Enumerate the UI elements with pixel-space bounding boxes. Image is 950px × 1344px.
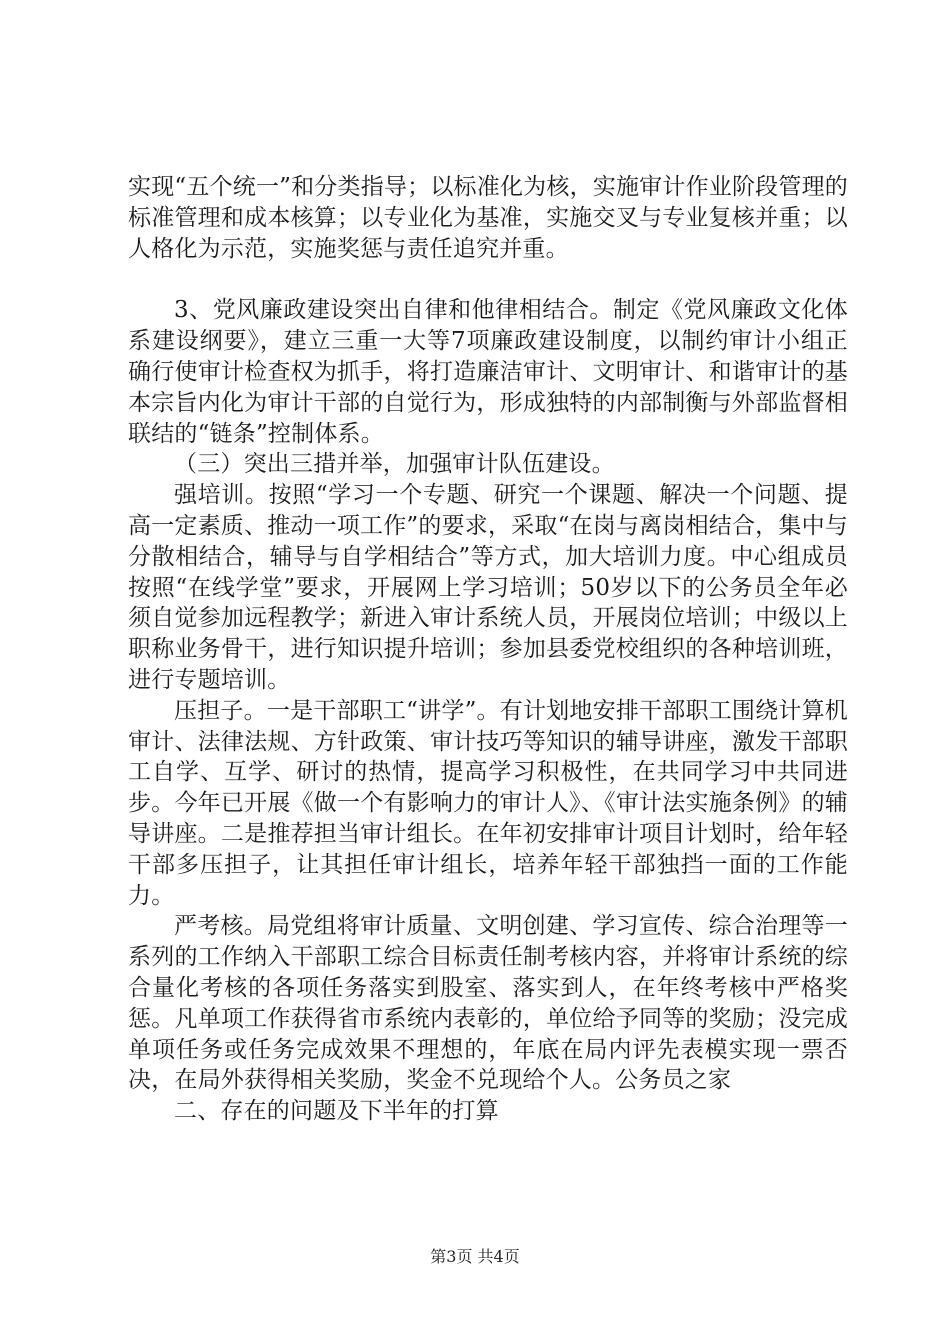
- section-heading-team-building: （三）突出三措并举，加强审计队伍建设。: [174, 451, 615, 478]
- paragraph-integrity-building: 3、党风廉政建设突出自律和他律相结合。制定《党风廉政文化体系建设纲要》，建立三重一大等7项廉政建设制度，以制约审计小组正确行使审计检查权为抓手，将打造廉洁审计、文明审计、和谐审计的基本宗旨内化为审计干部的自觉行为，形成独特的内部制衡与外部监督相联结的“链条”控制体系。: [128, 297, 848, 447]
- paragraph-assessment: 严考核。局党组将审计质量、文明创建、学习宣传、综合治理等一系列的工作纳入干部职工综合目标责任制考核内容，并将审计系统的综合量化考核的各项任务落实到股室、落实到人，在年终考核中严格奖惩。凡单项工作获得省市系统内表彰的，单位给予同等的奖励；没完成单项任务或任务完成效果不理想的，年底在局内评先表模实现一票否决，在局外获得相关奖励，奖金不兑现给个人。公务员之家: [128, 913, 848, 1094]
- page-number-footer: 第3页 共4页: [430, 1247, 520, 1266]
- paragraph-training: 强培训。按照“学习一个专题、研究一个课题、解决一个问题、提高一定素质、推动一项工作”的要求，采取“在岗与离岗相结合，集中与分散相结合，辅导与自学相结合”等方式，加大培训力度。中心组成员按照“在线学堂”要求，开展网上学习培训；50岁以下的公务员全年必须自觉参加远程教学；新进入审计系统人员，开展岗位培训；中级以上职称业务骨干，进行知识提升培训；参加县委党校组织的各种培训班，进行专题培训。: [128, 482, 848, 693]
- section-heading-problems: 二、存在的问题及下半年的打算: [174, 1098, 499, 1125]
- paragraph-responsibility: 压担子。一是干部职工“讲学”。有计划地安排干部职工围绕计算机审计、法律法规、方针政策、审计技巧等知识的辅导讲座，激发干部职工自学、互学、研讨的热情，提高学习积极性，在共同学习中共同进步。今年已开展《做一个有影响力的审计人》、《审计法实施条例》的辅导讲座。二是推荐担当审计组长。在年初安排审计项目计划时，给年轻干部多压担子，让其担任审计组长，培养年轻干部独挡一面的工作能力。: [128, 697, 848, 909]
- document-body: [128, 172, 848, 1127]
- paragraph-standardization: 实现“五个统一”和分类指导；以标准化为核，实施审计作业阶段管理的标准管理和成本核算；以专业化为基准，实施交叉与专业复核并重；以人格化为示范，实施奖惩与责任追究并重。: [128, 174, 848, 262]
